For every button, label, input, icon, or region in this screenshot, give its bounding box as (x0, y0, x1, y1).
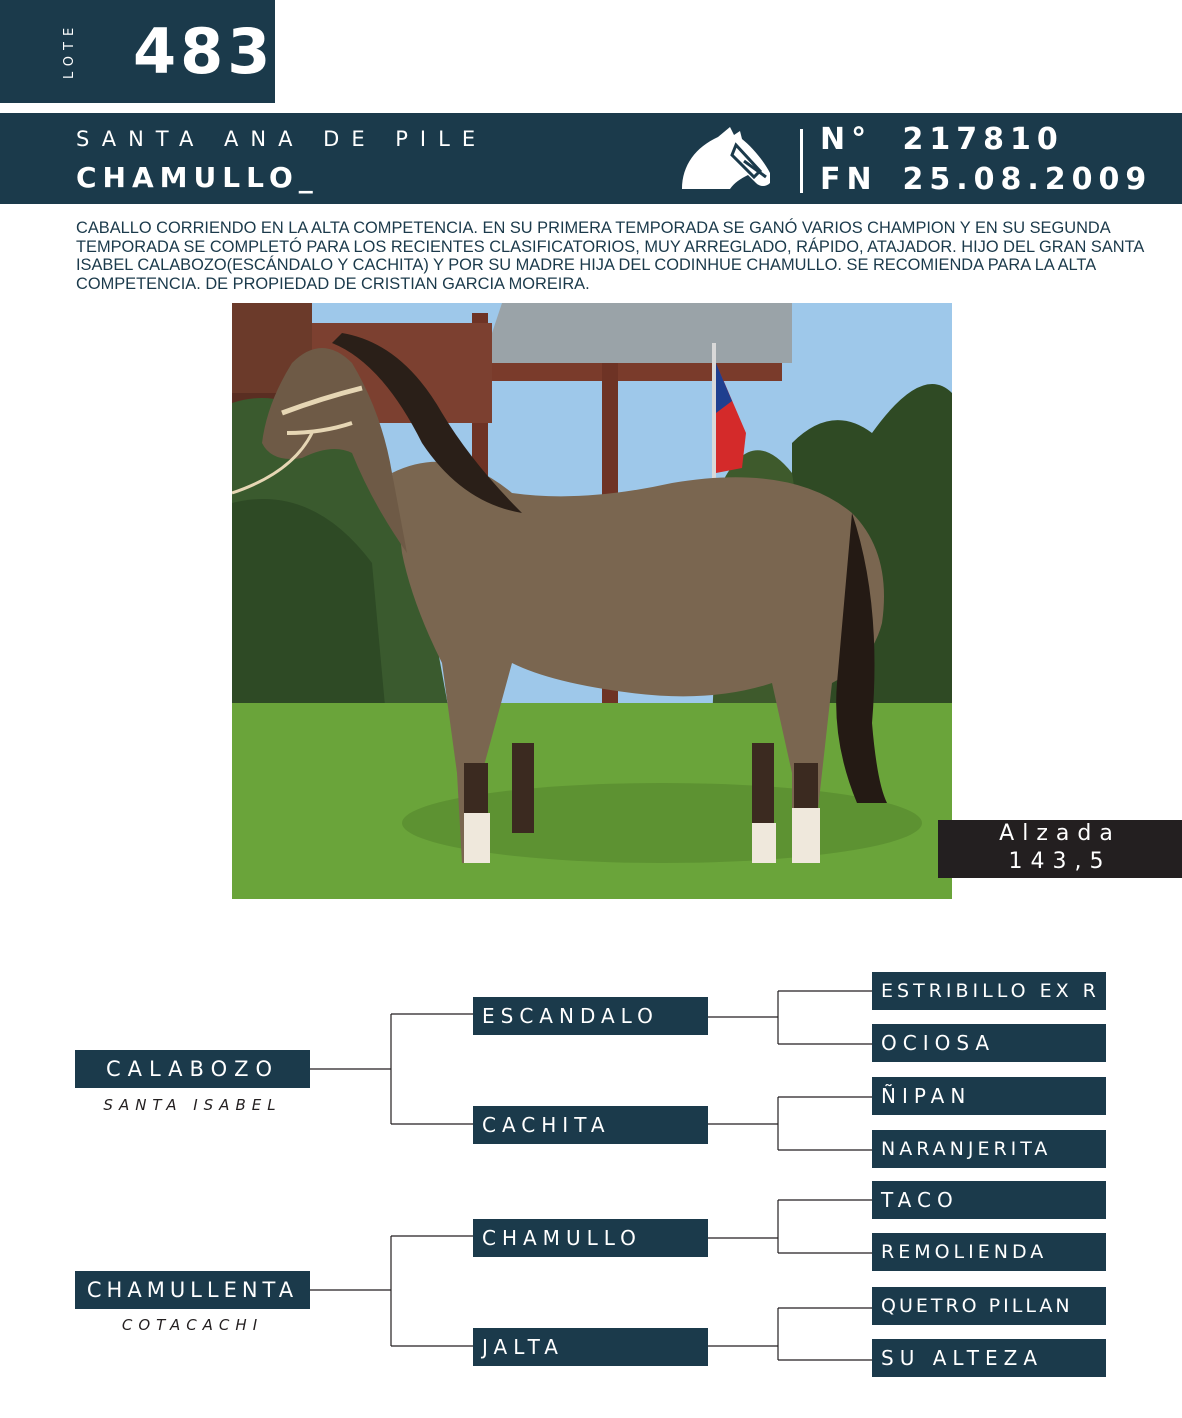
horse-photo-illustration (232, 303, 952, 899)
pedigree-great-grandparent: ÑIPAN (872, 1077, 1106, 1115)
lote-number: 483 (133, 15, 275, 88)
horse-name: CHAMULLO_ (76, 161, 319, 194)
horse-description: CABALLO CORRIENDO EN LA ALTA COMPETENCIA. EN SU PRIMERA TEMPORADA SE GANÓ VARIOS CHAMPION Y EN SU SEGUNDA TEMPORADA SE COMPLETÓ PARA LOS RECIENTES CLASIFICATORIOS, MUY ARREGLADO, RÁPIDO, ATAJADOR. HIJO DEL GRAN SANTA ISABEL CALABOZO(ESCÁNDALO Y CACHITA) Y POR SU MADRE HIJA DEL CODINHUE CHAMULLO. SE RECOMIENDA PARA LA ALTA COMPETENCIA. DE PROPIEDAD DE CRISTIAN GARCIA MOREIRA. (76, 219, 1144, 293)
registration-value: 217810 (902, 122, 1064, 157)
pedigree-great-grandparent: SU ALTEZA (872, 1339, 1106, 1377)
pedigree-great-grandparent: QUETRO PILLAN (872, 1287, 1106, 1325)
alzada-value: 143,5 (1008, 849, 1112, 874)
lote-label: LOTE (62, 21, 77, 79)
pedigree-dam-sire: CHAMULLO (473, 1219, 708, 1257)
pedigree-dam: CHAMULLENTA (75, 1271, 310, 1309)
pedigree-great-grandparent: REMOLIENDA (872, 1233, 1106, 1271)
pedigree-sire: CALABOZO (75, 1050, 310, 1088)
birth-date-key: FN (820, 162, 878, 197)
header-divider (800, 129, 803, 193)
lote-badge (0, 0, 275, 103)
horse-head-icon (678, 125, 774, 193)
pedigree-sire-sire: ESCANDALO (473, 997, 708, 1035)
registration-key: N° (820, 122, 873, 157)
pedigree-sire-dam: CACHITA (473, 1106, 708, 1144)
pedigree-great-grandparent: ESTRIBILLO EX R (872, 972, 1106, 1010)
pedigree-great-grandparent: TACO (872, 1181, 1106, 1219)
pedigree-great-grandparent: NARANJERITA (872, 1130, 1106, 1168)
birth-date (820, 162, 1152, 197)
pedigree-great-grandparent: OCIOSA (872, 1024, 1106, 1062)
alzada-label: Alzada (999, 821, 1121, 846)
breeder-name: SANTA ANA DE PILE (76, 127, 488, 151)
pedigree-dam-dam: JALTA (473, 1328, 708, 1366)
registration-number (820, 122, 1064, 157)
alzada-badge (938, 820, 1182, 878)
pedigree-dam-origin: COTACACHI (121, 1316, 264, 1334)
birth-date-value: 25.08.2009 (902, 162, 1153, 197)
header-band (0, 113, 1182, 204)
pedigree-sire-origin: SANTA ISABEL (103, 1096, 282, 1114)
horse-photo (232, 303, 952, 899)
